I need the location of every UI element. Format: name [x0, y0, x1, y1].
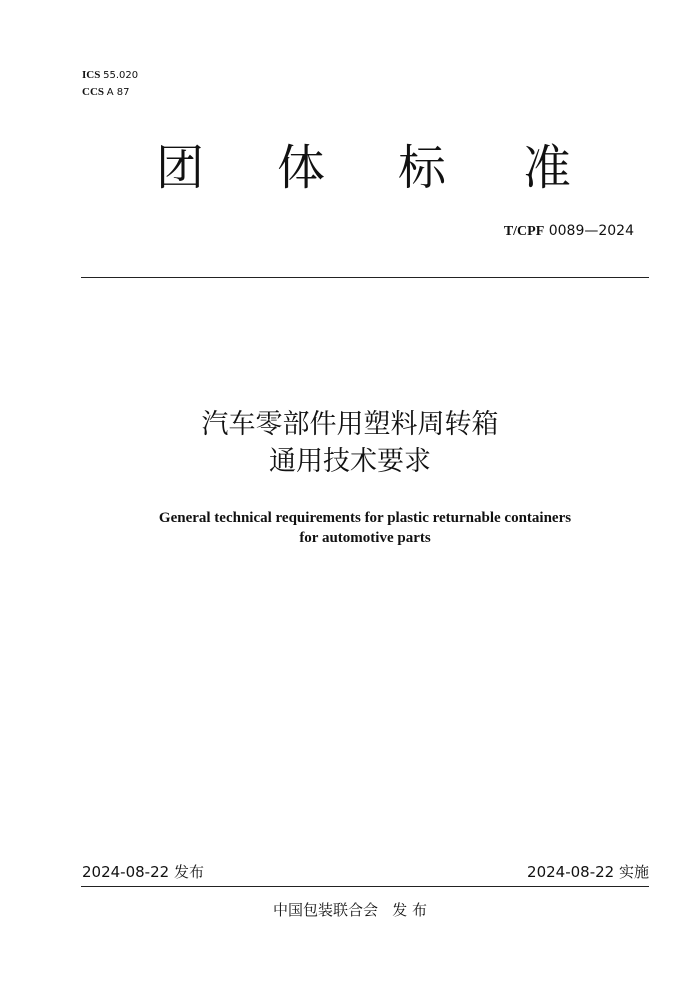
english-title-line-2: for automotive parts [299, 530, 431, 546]
footer-divider [81, 886, 649, 887]
ccs-label: CCS [82, 86, 105, 98]
ics-label: ICS [82, 69, 101, 81]
header-divider [81, 277, 649, 278]
document-type-char-3: 标 [398, 140, 447, 196]
issue-date: 2024-08-22 发布 [82, 863, 204, 881]
document-type-char-2: 体 [277, 140, 326, 196]
ics-code [82, 68, 138, 83]
chinese-title [0, 406, 700, 480]
standard-number-prefix: T/CPF [503, 224, 545, 239]
chinese-title-line-1: 汽车零部件用塑料周转箱 [201, 409, 499, 440]
implementation-date: 2024-08-22 实施 [527, 863, 649, 881]
document-type-char-1: 团 [156, 140, 205, 196]
english-title [0, 508, 700, 548]
document-type-char-4: 准 [523, 140, 572, 196]
ccs-code [82, 85, 130, 100]
ccs-value: A 87 [106, 87, 130, 98]
ics-value: 55.020 [103, 70, 139, 81]
standard-number [504, 222, 634, 241]
document-type-heading [0, 140, 700, 200]
standard-number-value: 0089—2024 [548, 223, 634, 239]
english-title-line-1: General technical requirements for plastic returnable containers [158, 510, 572, 526]
chinese-title-line-2: 通用技术要求 [269, 446, 431, 477]
publisher: 中国包装联合会 发 布 [272, 901, 428, 919]
